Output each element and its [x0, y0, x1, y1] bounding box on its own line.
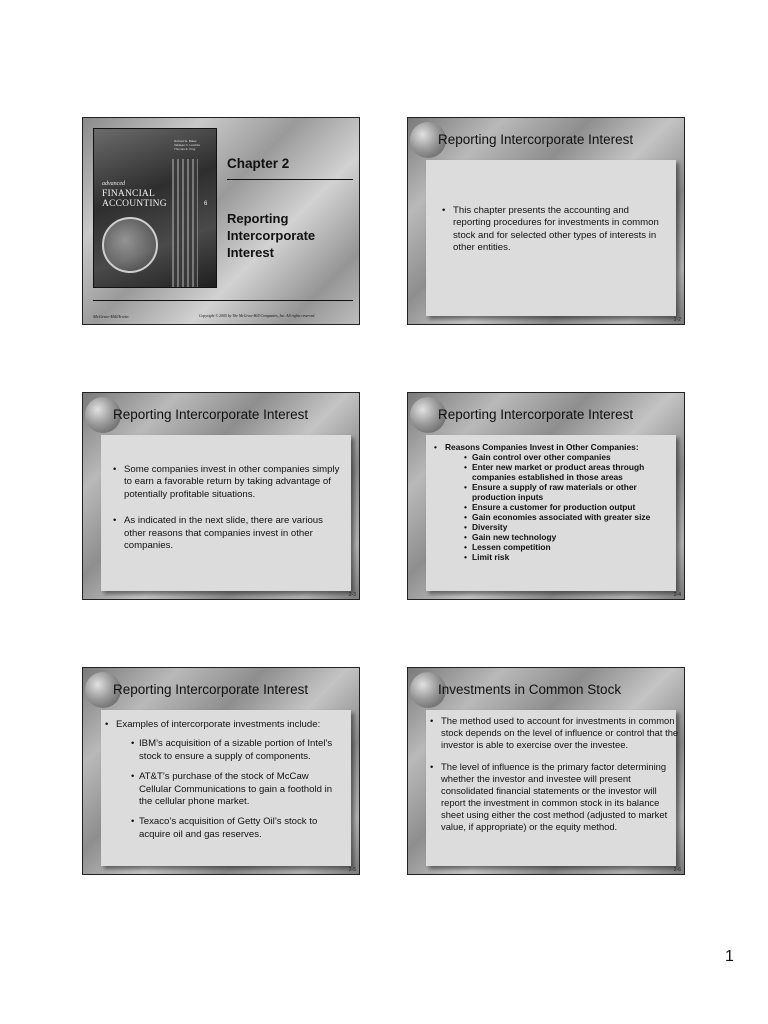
- bullet-item: • Lessen competition: [464, 542, 680, 552]
- bullet-intro: • Examples of intercorporate investments include:: [105, 719, 353, 731]
- publisher-footer: McGraw-Hill/Irwin: [93, 314, 129, 319]
- copyright-footer: Copyright © 2005 by The McGraw-Hill Companies, Inc. All rights reserved.: [199, 314, 316, 318]
- book-author: Valdean C. Lembke: [174, 143, 201, 147]
- book-author: Richard E. Baker: [174, 139, 197, 143]
- bullet-item: • Ensure a customer for production output: [464, 502, 680, 512]
- slide-title: Reporting Intercorporate Interest: [438, 132, 634, 147]
- slide-2: [407, 117, 685, 325]
- book-author: Thomas E. King: [174, 147, 196, 151]
- book-edition: 6: [204, 201, 208, 207]
- bullet-item: • This chapter presents the accounting and reporting procedures for investments in common stock and for selected other types of interests in other entities.: [442, 205, 668, 255]
- page-number: 1: [725, 948, 734, 965]
- chapter-title-line: Intercorporate: [227, 228, 316, 243]
- book-cover-authors: [174, 139, 200, 151]
- bullet-item: • As indicated in the next slide, there are various other reasons that companies invest in other companies.: [113, 515, 343, 552]
- slide-number: 2-3: [348, 592, 356, 598]
- tower-graphic: [172, 159, 198, 287]
- book-title: FINANCIAL ACCOUNTING: [102, 189, 167, 209]
- slide-title: Reporting Intercorporate Interest: [113, 682, 309, 697]
- bullet-item: • The method used to account for investments in common stock depends on the level of influence or control that the investor is able to exercise over the investee.: [430, 715, 680, 751]
- divider: [93, 300, 353, 301]
- slide-1: [82, 117, 360, 325]
- bullet-item: • Gain new technology: [464, 532, 680, 542]
- bullet-item: • The level of influence is the primary factor determining whether the investor and investee will present consolidated financial statements or the investor will report the investment in common stock in its balance sheet using either the cost method (adjusted to market value, if appropriate) or the equity method.: [430, 761, 680, 833]
- slide-number: 2-4: [673, 592, 681, 598]
- bullet-item: • AT&T’s purchase of the stock of McCaw Cellular Communications to gain a foothold in the cellular phone market.: [131, 771, 341, 808]
- chapter-title-line: Reporting: [227, 211, 289, 226]
- bullet-item: • Ensure a supply of raw materials or other production inputs: [464, 482, 680, 502]
- slide-3: [82, 392, 360, 600]
- slide-body: [113, 464, 343, 552]
- book-cover-image: [93, 128, 217, 288]
- divider: [227, 179, 353, 180]
- slide-body: [442, 205, 668, 255]
- slide-4: [407, 392, 685, 600]
- slide-6: [407, 667, 685, 875]
- bullet-item: • Enter new market or product areas through companies established in those areas: [464, 462, 680, 482]
- slide-body: [434, 442, 680, 562]
- slide-title: Reporting Intercorporate Interest: [113, 407, 309, 422]
- slide-number: 2-5: [348, 867, 356, 873]
- slide-body: [105, 719, 353, 841]
- bullet-item: • Texaco’s acquisition of Getty Oil’s stock to acquire oil and gas reserves.: [131, 816, 341, 841]
- slide-title: Investments in Common Stock: [438, 682, 622, 697]
- bullet-item: • Gain economies associated with greater size: [464, 512, 680, 522]
- book-title-prefix: advanced: [102, 181, 125, 187]
- slide-number: 2-6: [673, 867, 681, 873]
- chapter-title: [227, 210, 315, 261]
- bullet-item: • Diversity: [464, 522, 680, 532]
- slide-5: [82, 667, 360, 875]
- bullet-item: • Some companies invest in other companies simply to earn a favorable return by taking advantage of potentially profitable situations.: [113, 464, 343, 501]
- bullet-item: • IBM’s acquisition of a sizable portion of Intel’s stock to ensure a supply of components.: [131, 738, 341, 763]
- slide-title: Reporting Intercorporate Interest: [438, 407, 634, 422]
- slide-number: 2-2: [673, 317, 681, 323]
- bullet-item: • Limit risk: [464, 552, 680, 562]
- sphere-sculpture-graphic: [102, 217, 158, 273]
- bullet-item: • Gain control over other companies: [464, 452, 680, 462]
- bullet-heading: • Reasons Companies Invest in Other Companies:: [434, 442, 680, 452]
- chapter-title-line: Interest: [227, 245, 274, 260]
- chapter-label: Chapter 2: [227, 156, 290, 171]
- slide-body: [430, 715, 680, 833]
